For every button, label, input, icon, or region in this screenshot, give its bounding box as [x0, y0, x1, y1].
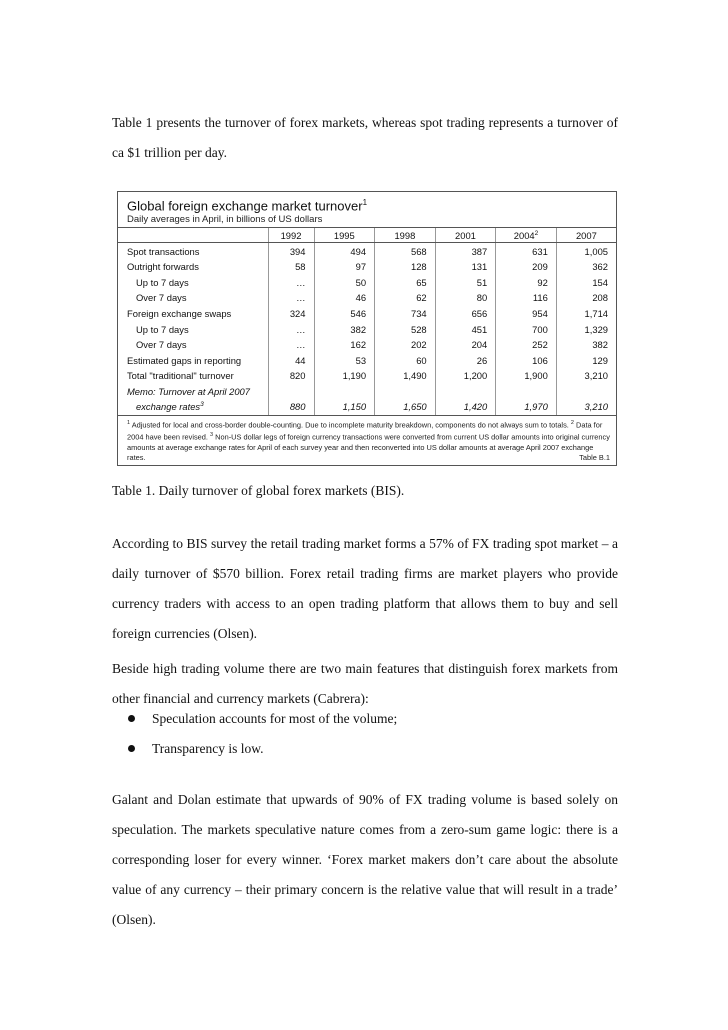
memo-label-text: exchange rates [136, 401, 201, 413]
memo-row [118, 384, 616, 400]
memo-value: 1,420 [435, 399, 496, 415]
memo-value: 1,150 [314, 399, 375, 415]
memo-value: 880 [268, 399, 314, 415]
row-value: 954 [496, 306, 557, 322]
table-header-row [118, 228, 616, 243]
header-year: 2001 [435, 228, 496, 243]
row-value: … [268, 275, 314, 291]
memo-value: 1,970 [496, 399, 557, 415]
bullet-item [112, 704, 397, 734]
table-row [118, 368, 616, 384]
paragraph-retail-market: According to BIS survey the retail trading market forms a 57% of FX trading spot market – a daily turnover of $570 billion. Forex retail trading firms are market players who provide currency traders with access to an open trading platform that allows them to buy and sell foreign currencies (Olsen). [112, 536, 618, 641]
table-reference: Table B.1 [579, 452, 610, 462]
row-value: 820 [268, 368, 314, 384]
table-title-footnote-mark: 1 [362, 198, 368, 207]
row-value: 3,210 [556, 368, 616, 384]
table-subtitle: Daily averages in April, in billions of US dollars [127, 214, 323, 226]
footnote-3: Non-US dollar legs of foreign currency transactions were converted from current US dollar amounts into original currency amounts at average exchange rates for April of each survey year and then reconverted into US dollar amounts at average April 2007 exchange rates. [127, 432, 610, 462]
row-value: … [268, 321, 314, 337]
row-value: 1,714 [556, 306, 616, 322]
footnote-1: Adjusted for local and cross-border double-counting. Due to incomplete maturity breakdown, components do not always sum to totals. [131, 420, 569, 430]
row-value: 129 [556, 352, 616, 368]
row-value: 202 [375, 337, 436, 353]
memo-empty-cell [556, 384, 616, 400]
row-value: 324 [268, 306, 314, 322]
row-label: Total "traditional" turnover [127, 370, 234, 382]
row-value: 494 [314, 243, 375, 259]
table-row [118, 352, 616, 368]
memo-empty-cell [435, 384, 496, 400]
header-year: 1992 [268, 228, 314, 243]
row-value: 80 [435, 290, 496, 306]
row-value: 382 [314, 321, 375, 337]
bullet-text: Transparency is low. [152, 741, 264, 756]
row-label: Estimated gaps in reporting [127, 354, 242, 366]
row-label: Outright forwards [127, 261, 199, 273]
row-value: 1,900 [496, 368, 557, 384]
table-title [118, 192, 616, 213]
row-value: 208 [556, 290, 616, 306]
row-value: 546 [314, 306, 375, 322]
row-label: Up to 7 days [136, 276, 189, 288]
row-value: 53 [314, 352, 375, 368]
memo-value: 1,650 [375, 399, 436, 415]
feature-bullet-list [112, 704, 397, 764]
row-value: 128 [375, 259, 436, 275]
row-value: 387 [435, 243, 496, 259]
row-value: 162 [314, 337, 375, 353]
bullet-item [112, 734, 397, 764]
row-value: 46 [314, 290, 375, 306]
row-value: 154 [556, 275, 616, 291]
table-row [118, 306, 616, 322]
row-value: 131 [435, 259, 496, 275]
table-title-text: Global foreign exchange market turnover [127, 198, 363, 214]
row-value: 1,190 [314, 368, 375, 384]
memo-empty-cell [375, 384, 436, 400]
table-footnotes: $^1$ Adjusted for local and cross-border double-counting. Due to incomplete maturity breakdown, components do not always sum to totals. $^2$ Data for 2004 have been revised. $^3$ Non-US dollar legs of foreign currency transactions were converted from current US dollar amounts into original currency amounts at average exchange rates for April of each survey year and then reconverted into US dollar amounts at average April 2007 exchange rates. Table B.1 [118, 415, 616, 465]
row-value: 92 [496, 275, 557, 291]
row-value: 528 [375, 321, 436, 337]
row-value: 106 [496, 352, 557, 368]
table-row [118, 290, 616, 306]
row-value: 1,329 [556, 321, 616, 337]
row-value: 1,490 [375, 368, 436, 384]
row-value: 65 [375, 275, 436, 291]
memo-footnote-mark: 3 [200, 401, 204, 409]
intro-paragraph: Table 1 presents the turnover of forex markets, whereas spot trading represents a turnover of ca $1 trillion per day. [112, 115, 618, 160]
row-value: 60 [375, 352, 436, 368]
row-value: 50 [314, 275, 375, 291]
memo-label: Memo: Turnover at April 2007 [127, 385, 250, 397]
memo-label-continued [118, 399, 268, 415]
row-value: 568 [375, 243, 436, 259]
row-label: Over 7 days [136, 339, 187, 351]
paragraph-speculation: Galant and Dolan estimate that upwards of 90% of FX trading volume is based solely on speculation. The markets speculative nature comes from a zero-sum game logic: there is a corresponding loser for every winner. ‘Forex market makers don’t care about the absolute value of any currency – their primary concern is the relative value that will result in a trade’ (Olsen). [112, 792, 618, 927]
table-row [118, 337, 616, 353]
header-year [496, 228, 557, 243]
table-row [118, 275, 616, 291]
footnote-2: Data for 2004 have been revised. [127, 420, 603, 442]
turnover-table-figure [117, 191, 617, 466]
memo-empty-cell [314, 384, 375, 400]
header-year: 2007 [556, 228, 616, 243]
row-label: Spot transactions [127, 245, 200, 257]
row-value: 734 [375, 306, 436, 322]
turnover-table [118, 227, 616, 414]
header-year: 1995 [314, 228, 375, 243]
row-value: 58 [268, 259, 314, 275]
table-row [118, 321, 616, 337]
table-row [118, 259, 616, 275]
row-value: 394 [268, 243, 314, 259]
row-value: 97 [314, 259, 375, 275]
row-value: 1,005 [556, 243, 616, 259]
row-label: Over 7 days [136, 292, 187, 304]
row-value: 116 [496, 290, 557, 306]
row-value: 252 [496, 337, 557, 353]
memo-empty-cell [496, 384, 557, 400]
row-label: Foreign exchange swaps [127, 308, 232, 319]
header-label-cell [118, 228, 268, 243]
row-value: 1,200 [435, 368, 496, 384]
row-value: 62 [375, 290, 436, 306]
row-value: … [268, 290, 314, 306]
table-caption: Table 1. Daily turnover of global forex markets (BIS). [112, 483, 405, 498]
header-year-footnote-mark: 2 [534, 229, 539, 237]
row-value: 209 [496, 259, 557, 275]
memo-value: 3,210 [556, 399, 616, 415]
bullet-text: Speculation accounts for most of the volume; [152, 711, 398, 726]
row-value: 44 [268, 352, 314, 368]
row-value: 631 [496, 243, 557, 259]
row-value: 204 [435, 337, 496, 353]
row-label: Up to 7 days [136, 323, 189, 335]
row-value: 700 [496, 321, 557, 337]
row-value: 656 [435, 306, 496, 322]
memo-empty-cell [268, 384, 314, 400]
row-value: 382 [556, 337, 616, 353]
bullet-dot-icon [128, 745, 135, 752]
table-row [118, 243, 616, 259]
paragraph-main-features: Beside high trading volume there are two main features that distinguish forex markets from other financial and currency markets (Cabrera): [112, 661, 618, 706]
header-year: 1998 [375, 228, 436, 243]
header-year-text: 2004 [513, 229, 535, 241]
row-value: 51 [435, 275, 496, 291]
row-value: … [268, 337, 314, 353]
memo-values-row [118, 399, 616, 415]
table-body [118, 243, 616, 415]
row-value: 362 [556, 259, 616, 275]
bullet-dot-icon [128, 715, 135, 722]
row-value: 26 [435, 352, 496, 368]
row-value: 451 [435, 321, 496, 337]
